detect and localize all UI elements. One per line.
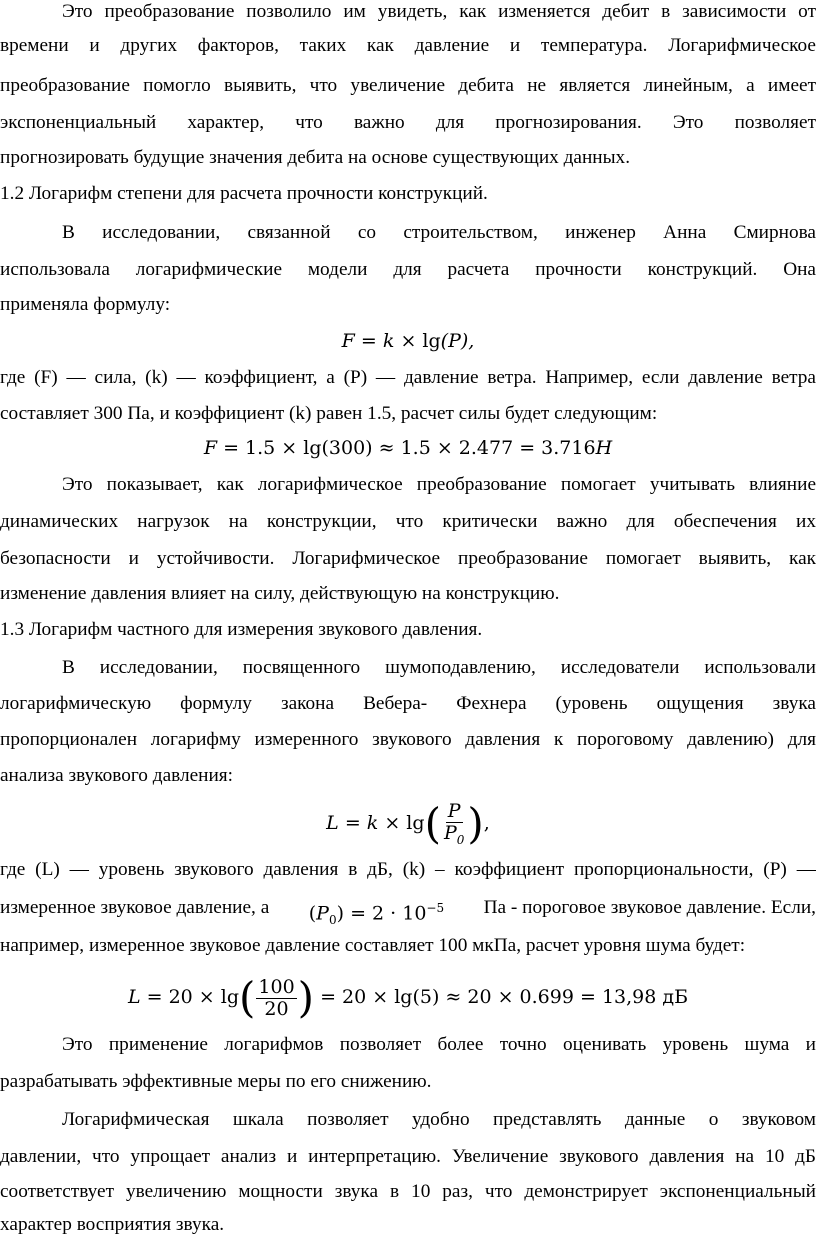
paragraph-line: В исследовании, связанной со строительством, инженер Анна Смирнова (62, 222, 816, 243)
formula-var: P (316, 902, 329, 925)
denominator-var: P (443, 821, 457, 844)
paragraph-line-with-formula (0, 896, 816, 932)
inline-formula-p0 (309, 896, 444, 932)
paragraph-line: изменение давления влияет на силу, действующую на конструкцию. (0, 583, 560, 604)
formula-paren: ( (308, 902, 317, 925)
formula-exponent: −5 (426, 901, 445, 915)
paragraph-line: составляет 300 Па, и коэффициент (k) равен 1.5, расчет силы будет следующим: (0, 403, 658, 424)
paren-open: ( (424, 799, 441, 848)
paragraph-line: преобразование помогло выявить, что увеличение дебита не является линейным, а имеет (0, 75, 816, 96)
paragraph-line: пропорционален логарифму измеренного звукового давления к пороговому давлению) для (0, 729, 816, 750)
formula-paren: ) (336, 902, 345, 925)
formula-body: = 20 × lg(5) ≈ 20 × 0.699 = 13,98 дБ (314, 986, 689, 1008)
paragraph-line: давлении, что упрощает анализ и интерпретацию. Увеличение звукового давления на 10 дБ (0, 1146, 816, 1167)
formula-arg: (P), (440, 330, 475, 352)
paragraph-line: использовала логарифмические модели для расчета прочности конструкций. Она (0, 259, 816, 280)
paragraph-line: динамических нагрузок на конструкции, что критически важно для обеспечения их (0, 511, 816, 532)
formula-func: = 20 × lg (140, 986, 239, 1008)
paragraph-line: Логарифмическая шкала позволяет удобно представлять данные о звуковом (62, 1109, 816, 1130)
section-heading: 1.3 Логарифм частного для измерения звукового давления. (0, 619, 483, 640)
paragraph-line: где (L) — уровень звукового давления в дБ, (k) – коэффициент пропорциональности, (P) — (0, 859, 816, 880)
formula-var: F (203, 437, 218, 459)
formula-subscript: 0 (328, 913, 337, 928)
fraction-denominator (442, 823, 466, 847)
formula-var: L (326, 812, 339, 834)
formula-var: F (341, 330, 355, 352)
paragraph-line: логарифмическую формулу закона Вебера- Фехнера (уровень ощущения звука (0, 693, 816, 714)
paragraph-line: разрабатывать эффективные меры по его снижению. (0, 1071, 432, 1092)
fraction-numerator: P (447, 800, 461, 823)
paragraph-line: экспоненциальный характер, что важно для прогнозирования. Это позволяет (0, 112, 816, 133)
fraction-denominator: 20 (264, 997, 289, 1020)
formula-func: × lg (378, 812, 425, 834)
formula-var: L (127, 986, 141, 1008)
paragraph-line: безопасности и устойчивости. Логарифмическое преобразование помогает выявить, как (0, 548, 816, 569)
paragraph-line: Это показывает, как логарифмическое преобразование помогает учитывать влияние (62, 474, 816, 495)
formula-force-example (0, 436, 816, 460)
paragraph-text: измеренное звуковое давление, а (0, 897, 270, 918)
formula-weber-fechner (0, 795, 816, 851)
paragraph-line: например, измеренное звуковое давление составляет 100 мкПа, расчет уровня шума будет: (0, 935, 746, 956)
formula-op: × (400, 330, 417, 352)
formula-noise-level (0, 968, 816, 1026)
formula-func: lg (422, 330, 441, 352)
paragraph-line: прогнозировать будущие значения дебита на основе существующих данных. (0, 147, 631, 168)
paragraph-line: анализа звукового давления: (0, 765, 234, 786)
formula-body: = 1.5 × lg(300) ≈ 1.5 × 2.477 = 3.716 (217, 437, 596, 459)
fraction-numerator: 100 (258, 975, 295, 998)
paragraph-line: Это преобразование позволило им увидеть, как изменяется дебит в зависимости от (62, 1, 816, 22)
paragraph-line: времени и других факторов, таких как давление и температура. Логарифмическое (0, 35, 816, 56)
section-heading: 1.2 Логарифм степени для расчета прочности конструкций. (0, 183, 488, 204)
paragraph-text: Па - пороговое звуковое давление. Если, (483, 897, 816, 918)
formula-var: k (382, 330, 395, 352)
formula-body: = 2 · 10 (344, 902, 427, 925)
paragraph-line: соответствует увеличению мощности звука в 10 раз, что демонстрирует экспоненциальный (0, 1181, 816, 1202)
formula-unit: H (595, 437, 613, 459)
paragraph-line: характер восприятия звука. (0, 1214, 225, 1235)
paragraph-line: применяла формулу: (0, 294, 171, 315)
paren-open: ( (239, 973, 256, 1022)
paren-close: ) (467, 799, 484, 848)
paren-close: ) (297, 973, 315, 1022)
formula-fraction (442, 801, 466, 847)
formula-var: k (366, 812, 379, 834)
paragraph-line: В исследовании, посвященного шумоподавлению, исследователи использовали (62, 657, 816, 678)
paragraph-line: Это применение логарифмов позволяет более точно оценивать уровень шума и (62, 1034, 816, 1055)
formula-fraction (256, 977, 296, 1020)
denominator-subscript: 0 (456, 832, 465, 847)
paragraph-line: где (F) — сила, (k) — коэффициент, а (P) — давление ветра. Например, если давление ветра (0, 367, 816, 388)
formula-op: = (360, 330, 377, 352)
formula-op: = (338, 812, 367, 834)
formula-punct: , (483, 812, 490, 834)
formula-force (0, 329, 816, 353)
